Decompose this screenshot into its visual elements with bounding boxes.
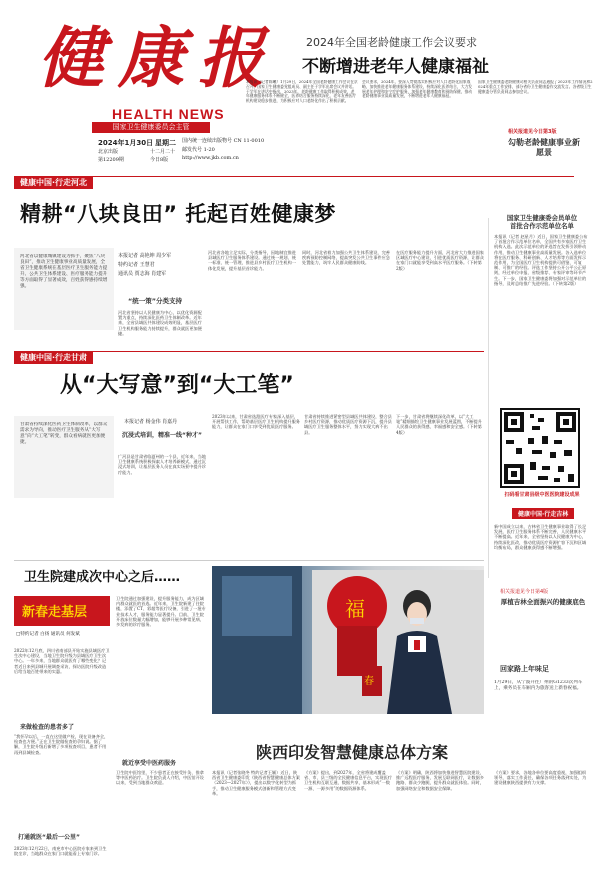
section-tag-gansu: 健康中国·行走甘肃 — [14, 351, 93, 364]
qr-code[interactable] — [500, 408, 580, 488]
hebei-authors — [118, 252, 208, 277]
train-photo — [212, 566, 484, 714]
jilin-body: 新中国成立以来，吉林省卫生健康事业取得了长足发展，医疗卫生服务体系不断完善，人民健康水平不断提高。近年来，全省坚持以人民健康为中心，持续深化医改，推动优质医疗资源扩容下沉和区域均衡布局，群众健康获得感不断增强。 — [494, 524, 587, 550]
section-tag-jilin: 健康中国·行走吉林 — [512, 508, 574, 519]
divider — [488, 218, 489, 578]
masthead-today-pages: 今日8版 — [150, 157, 169, 163]
photo-caption: 1月29日，从宁波开往广州的G1233次列车上，乘务员在车厢内为旅客送上新春祝福。 — [494, 680, 583, 691]
jilin-see-also: 相关报道见今日第4版 — [500, 589, 549, 595]
bottom-subhead-2: 打通就医“最后一公里” — [18, 834, 80, 841]
masthead-sponsor: 国家卫生健康委员会主管 — [92, 122, 210, 133]
bottom-body-1: 2022年12月底，四川省南部县开始实施县域医疗卫生次中心建设，当地卫生院升级为县域医疗卫生次中心。一年多来，当地群众就医有了哪些变化？记者近日来到县城开展调查采访，探访医院升级改造后给当地百姓带来的实惠。 — [14, 648, 110, 674]
svg-text:福: 福 — [345, 597, 365, 621]
bottom-body-3: 2023年12月22日，南充市中心医院专家来到卫生院坐诊，当地群众在家门口就能看上专家门诊。 — [14, 846, 107, 857]
center-body-2: 卫生院中医馆里，不少患者正在接受针灸、推拿等中医药治疗。卫生院负责人介绍，中医馆开设以来，受到当地群众欢迎。 — [116, 770, 204, 786]
svg-text:春: 春 — [364, 676, 374, 687]
masthead-weekday: 星期二 — [155, 139, 176, 147]
top-story — [246, 32, 594, 170]
related-label: 相关报道见今日第3版 — [508, 129, 557, 135]
sidebar-title-2: 首批合作示范单位名单 — [510, 222, 574, 230]
bottom-kicker[interactable]: 卫生院建成次中心之后…… — [24, 570, 181, 585]
hebei-authors-3: 通讯员 贾志海 肖建军 — [118, 271, 167, 277]
shaanxi-body-4: 《方案》要求，各地各单位要高度重视，加强组织领导，落实工作责任，确保各项任务落到实处，为建设健康陕西提供有力支撑。 — [494, 770, 587, 786]
hebei-title[interactable]: 精耕“八块良田” 托起百姓健康梦 — [20, 202, 336, 226]
gansu-intro: 甘肃省持续深化医药卫生体制改革，以群众需求为导向，推动医疗卫生服务从“大写意”向“大工笔”转变，群众看病就医更加便捷。 — [20, 422, 108, 445]
related-title[interactable]: 勾勒老龄健康事业新愿景 — [508, 138, 580, 157]
hebei-authors-1: 本报记者 高艳坤 周少军 — [118, 253, 172, 259]
shaanxi-body-2: 《方案》提出，到2027年，全省将建成覆盖省、市、县三级的全民健康信息平台，实现医疗卫生机构互联互通，数据共享，基本形成“一数一源、一源多用”的数据资源体系。 — [304, 770, 392, 791]
top-story-col3: 国家卫生健康委老龄健康司相关负责同志通报了2023年工作情况和2024年重点工作安排，部分省份卫生健康委作交流发言。各省级卫生健康委分管负责同志参加会议。 — [478, 80, 593, 94]
hebei-body-1: 河北省坚持以人民健康为中心，以优化资源配置为重点，持续深化医药卫生体制改革。近年来，全省县域医共体建设成效明显，基层医疗卫生机构服务能力持续提升，群众就医更加便捷。 — [118, 310, 202, 336]
sidebar-title[interactable] — [496, 214, 588, 230]
bottom-body-2: “我怀孕以后，一直在这里做产检，现在设备齐全，检查也方便。”正在卫生院做检查的孕妇说。据了解，卫生院升级后新增了多项检查项目，患者不用再到县城检查。 — [14, 734, 109, 755]
gansu-title[interactable]: 从“大写意”到“大工笔” — [60, 373, 294, 398]
hebei-body-3: 同时，河北省着力加强公共卫生体系建设，完善疾病预防控制网络，提高突发公共卫生事件应急处置能力，筑牢人民群众健康防线。 — [302, 250, 390, 266]
masthead-english: HEALTH NEWS — [112, 106, 225, 122]
masthead-lunar: 十二月二十 — [150, 149, 176, 155]
top-story-kicker: 2024年全国老龄健康工作会议要求 — [306, 36, 477, 49]
qr-caption: 扫码看甘肃县级中医医院建设成果 — [504, 492, 580, 498]
gansu-authors: 本报记者 杨金伟 肖嘉丹 — [124, 419, 178, 425]
center-subhead: 就近享受中医药服务 — [122, 760, 177, 767]
shaanxi-body-3: 《方案》明确，陕西将加快推进智慧医院建设，推广远程医疗服务，发展互联网医疗，让数据多跑路、群众少跑腿，提升群众就医体验。同时，加强网络安全和数据安全保障。 — [396, 770, 484, 791]
bottom-subhead-1: 来做检查的患者多了 — [20, 724, 75, 731]
gansu-body-4: 下一步，甘肃省将继续深化改革，以“大工笔”精细描绘卫生健康事业发展蓝图，不断提升人民群众的获得感、幸福感和安全感。（下转第4版） — [396, 414, 482, 435]
gansu-body-2: 2023年以来，甘肃省选派医疗专家深入基层，开展帮扶工作，帮助基层医疗卫生机构提升服务能力，让群众在家门口享受到优质医疗服务。 — [212, 414, 300, 430]
shaanxi-body-1: 本报讯（记者张晓冬 特约记者王颖）近日，陕西省卫生健康委印发《陕西省智慧健康总体方案（2023—2027年）》，提出以数字化转型为抓手，推动卫生健康服务模式创新和管理方式变革。 — [212, 770, 300, 796]
sidebar-body: 本报讯（记者 赵星月）近日，国家卫生健康委公布了首批合作示范单位名单，全国共有多家医疗卫生机构入选。此次示范单位的评选旨在发挥引领带动作用，推动卫生健康事业高质量发展。各入选单位将在医疗服务、科研创新、人才培养等方面发挥示范作用，为全国医疗卫生机构提供可借鉴、可复制、可推广的经验。评选工作坚持公开公平公正原则，经过单位申报、省级推荐、专家评审等环节产生。下一步，国家卫生健康委将加强对示范单位的指导，及时总结推广先进经验。（下转第2版） — [494, 234, 588, 286]
top-story-title[interactable]: 不断增进老年人健康福祉 — [302, 57, 489, 77]
gansu-subhead: 沉浸式培训，精准一线“种才” — [122, 432, 202, 439]
divider — [14, 560, 484, 561]
masthead-code: 国内统一连续出版物号 CN 11-0010 — [182, 138, 265, 144]
banner-text: 新春走基层 — [22, 605, 88, 620]
photo-caption-title: 回家路上年味足 — [500, 665, 549, 673]
hebei-intro: 河北省以健康城镇建设为抓手，聚焦“八块良田”，推动卫生健康事业高质量发展，全省卫生健康系统在基层医疗卫生服务能力提升、公共卫生体系建设、医疗服务能力提升等方面取得了显著成效，百姓获得感持续增强。 — [20, 254, 108, 289]
jilin-see-title[interactable]: 厚植吉林全面振兴的健康底色 — [500, 598, 586, 606]
new-year-banner — [14, 596, 110, 626]
shaanxi-title[interactable]: 陕西印发智慧健康总体方案 — [256, 743, 449, 762]
masthead-date: 2024年1月30日 — [98, 139, 154, 147]
gansu-body-3: 甘肃省持续推进紧密型县域医共体建设，整合县乡村医疗资源，推动优质医疗资源下沉，提升县域医疗卫生服务整体水平，努力实现大病不出县。 — [304, 414, 392, 435]
masthead-url[interactable]: http://www.jkb.com.cn — [182, 155, 239, 161]
hebei-body-2: 河北省各地立足实际，分类指导，因地制宜推进县域医疗卫生服务体系建设。通过统一规划、统一标准、统一管理，推进县乡村医疗卫生机构一体化发展，提升基层首诊能力。 — [208, 250, 296, 271]
hebei-subhead: “统一策”分类支持 — [128, 297, 183, 305]
top-story-col2: 会议要求，2024年，要深入贯彻落实积极应对人口老龄化国家战略，加快推进老年健康服务体系建设，持续深化医养结合，大力发展老年护理和安宁疗护服务，加强老年健康教育和预防保健，推动老龄健康事业高质量发展，不断增进老年人健康福祉。 — [362, 80, 473, 99]
divider — [14, 176, 574, 177]
masthead-logo: 健康报 — [38, 19, 278, 97]
masthead-issue-1: 北京出版 — [98, 149, 119, 155]
hebei-authors-2: 特约记者 王慧君 — [118, 262, 155, 268]
center-body: 卫生院通过加强建设，提升服务能力，成为区域内群众就医的首选。近年来，卫生院新建了住院楼，添置了CT、彩超等医疗设备，引进了一批专业技术人才，服务能力显著提升。目前，卫生院开放床位数量大幅增加，能够开展多种常见病、多发病的诊疗服务。 — [116, 596, 206, 628]
photo-illustration — [212, 566, 484, 714]
masthead-post-code: 邮发代号 1-20 — [182, 147, 215, 153]
bottom-authors: □特约记者 白扬 通讯员 何发斌 — [16, 632, 80, 637]
section-tag-hebei: 健康中国·行走河北 — [14, 176, 93, 189]
gansu-body-1: 广河县是甘肃省临夏州的一个县，近年来，当地卫生健康系统积极探索人才培养新模式，通过沉浸式培训，让基层医务人员在真实场景中提升诊疗能力。 — [118, 454, 206, 475]
masthead-issue-2: 第12209期 — [98, 157, 124, 163]
top-story-col1: 本报讯（记者陈曦）1月29日，2024年全国老龄健康工作会议在京召开。国家卫生健康委党组成员、副主任于学军出席会议并讲话。于学军在讲话中指出，2023年，老龄健康工作取得积极成效，老年健康服务体系不断健全，医养结合服务持续深化，老年友善医疗机构建设稳步推进，为积极应对人口老龄化作出了积极贡献。 — [246, 80, 358, 104]
sidebar-title-1: 国家卫生健康委会员单位 — [506, 214, 578, 222]
hebei-body-4: 在医疗服务能力提升方面，河北省大力推进国家区域医疗中心建设，引进优质医疗资源，让群众在家门口就能享受到高水平医疗服务。（下转第2版） — [396, 250, 484, 271]
